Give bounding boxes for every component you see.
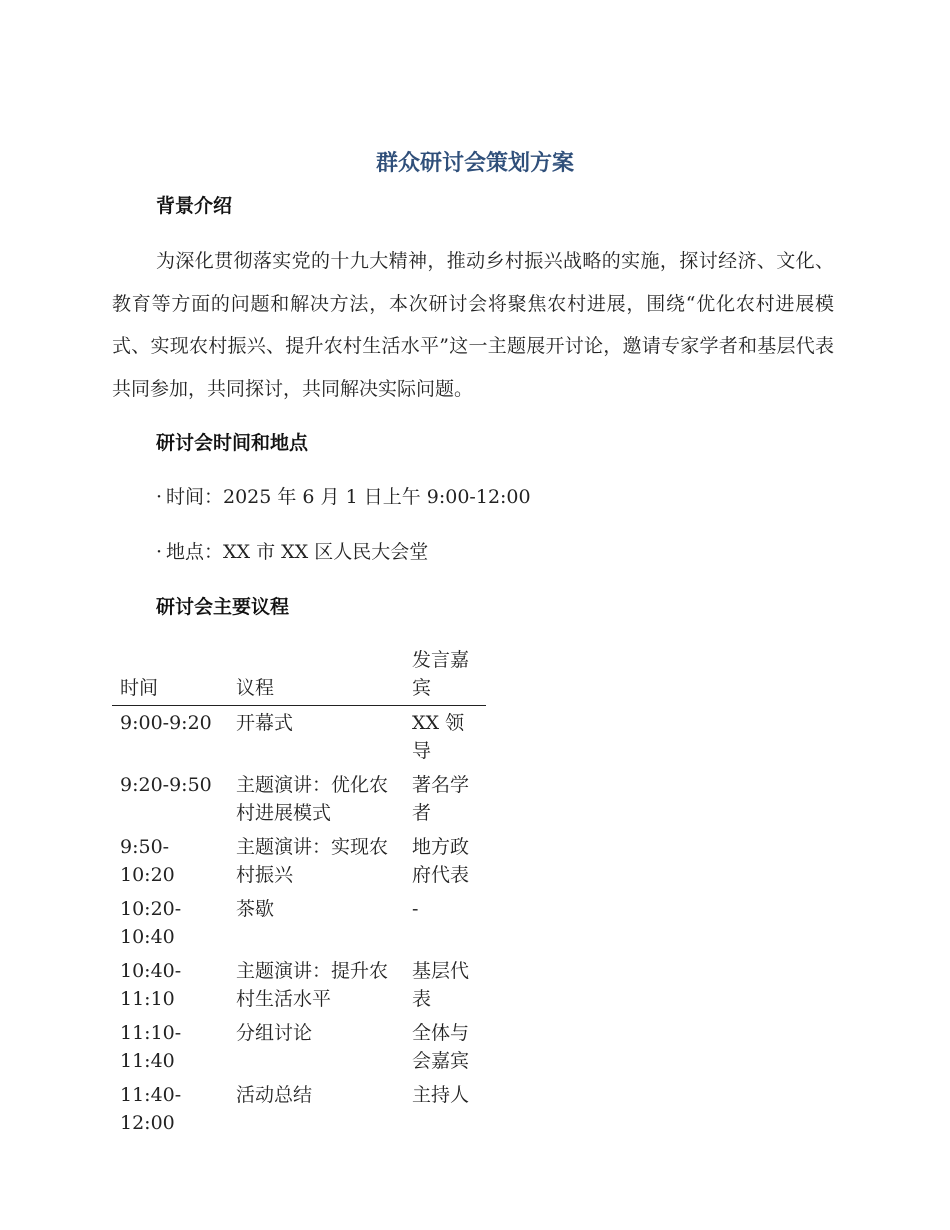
- cell-agenda: 主题演讲：实现农村振兴: [236, 836, 389, 886]
- section-heading-time-place: 研讨会时间和地点: [156, 432, 309, 454]
- agenda-table: [112, 646, 486, 1140]
- cell-speaker: 基层代表: [412, 960, 470, 1010]
- cell-time: 9:20-9:50: [120, 774, 212, 796]
- time-bullet: [156, 482, 531, 512]
- cell-speaker: 主持人: [412, 1084, 470, 1106]
- bullet-marker: ·: [156, 486, 163, 508]
- column-header-time: 时间: [112, 646, 228, 706]
- cell-time: 11:40-12:00: [120, 1084, 182, 1134]
- table-row: [112, 768, 486, 830]
- cell-agenda: 活动总结: [236, 1084, 313, 1106]
- agenda-header-row: [112, 646, 486, 706]
- table-row: [112, 1078, 486, 1140]
- section-heading-background: 背景介绍: [156, 195, 233, 217]
- table-row: [112, 830, 486, 892]
- cell-speaker: 全体与会嘉宾: [412, 1022, 470, 1072]
- table-row: [112, 1016, 486, 1078]
- table-row: [112, 954, 486, 1016]
- place-bullet: [156, 537, 428, 567]
- time-text: 时间：2025 年 6 月 1 日上午 9:00-12:00: [166, 486, 531, 508]
- cell-time: 9:50-10:20: [120, 836, 175, 886]
- cell-agenda: 主题演讲：提升农村生活水平: [236, 960, 389, 1010]
- cell-time: 10:20-10:40: [120, 898, 182, 948]
- table-row: [112, 892, 486, 954]
- cell-agenda: 开幕式: [236, 712, 294, 734]
- cell-speaker: 著名学者: [412, 774, 470, 824]
- cell-agenda: 茶歇: [236, 898, 275, 920]
- column-header-agenda: 议程: [228, 646, 404, 706]
- column-header-speaker: 发言嘉宾: [404, 646, 486, 706]
- place-text: 地点：XX 市 XX 区人民大会堂: [166, 541, 429, 563]
- background-paragraph: 为深化贯彻落实党的十九大精神，推动乡村振兴战略的实施，探讨经济、文化、教育等方面的问题和解决方法，本次研讨会将聚焦农村进展，围绕“优化农村进展模式、实现农村振兴、提升农村生活水平”这一主题展开讨论，邀请专家学者和基层代表共同参加，共同探讨，共同解决实际问题。: [112, 250, 834, 400]
- table-row: [112, 706, 486, 769]
- cell-speaker: 地方政府代表: [412, 836, 470, 886]
- cell-time: 9:00-9:20: [120, 712, 212, 734]
- cell-time: 10:40-11:10: [120, 960, 182, 1010]
- cell-agenda: 分组讨论: [236, 1022, 313, 1044]
- bullet-marker: ·: [156, 541, 163, 563]
- cell-speaker: -: [412, 898, 419, 920]
- document-title: 群众研讨会策划方案: [375, 151, 574, 176]
- cell-time: 11:10-11:40: [120, 1022, 182, 1072]
- section-heading-agenda: 研讨会主要议程: [156, 596, 290, 618]
- cell-speaker: XX 领导: [412, 712, 465, 762]
- cell-agenda: 主题演讲：优化农村进展模式: [236, 774, 389, 824]
